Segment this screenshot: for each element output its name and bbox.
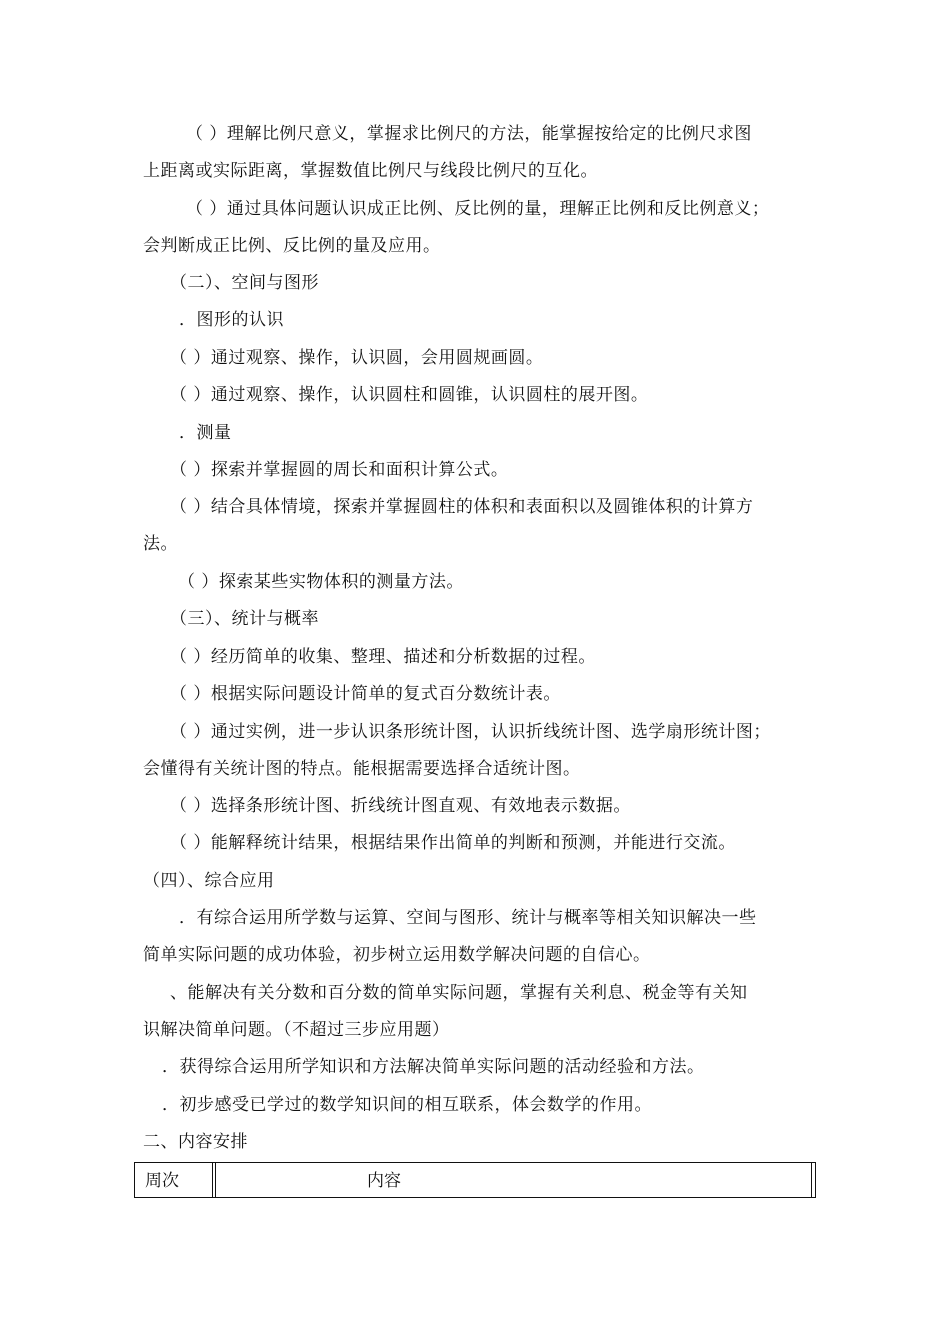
paragraph-line: （ ）理解比例尺意义，掌握求比例尺的方法，能掌握按给定的比例尺求图 — [186, 124, 752, 144]
paragraph-line: （ ）选择条形统计图、折线统计图直观、有效地表示数据。 — [170, 796, 631, 816]
paragraph-line: 识解决简单问题。（不超过三步应用题） — [143, 1020, 450, 1040]
paragraph-line: （ ）探索并掌握圆的周长和面积计算公式。 — [170, 460, 509, 480]
paragraph-line: （ ）通过观察、操作，认识圆，会用圆规画圆。 — [170, 348, 544, 368]
subsection-heading: ．图形的认识 — [179, 310, 284, 330]
column-divider — [212, 1163, 216, 1197]
section-heading: 二、内容安排 — [143, 1132, 248, 1152]
table-header-content: 内容 — [367, 1171, 401, 1191]
section-heading: （四）、综合应用 — [143, 871, 275, 891]
schedule-table — [134, 1162, 816, 1198]
paragraph-line: 简单实际问题的成功体验，初步树立运用数学解决问题的自信心。 — [143, 945, 651, 965]
paragraph-line: （ ）经历简单的收集、整理、描述和分析数据的过程。 — [170, 647, 596, 667]
paragraph-line: （ ）通过具体问题认识成正比例、反比例的量，理解正比例和反比例意义； — [186, 199, 770, 219]
section-heading: （二）、空间与图形 — [170, 273, 319, 293]
paragraph-line: ．有综合运用所学数与运算、空间与图形、统计与概率等相关知识解决一些 — [179, 908, 757, 928]
paragraph-line: 法。 — [143, 534, 178, 554]
paragraph-line: （ ）探索某些实物体积的测量方法。 — [178, 572, 464, 592]
paragraph-line: （ ）通过实例，进一步认识条形统计图，认识折线统计图、选学扇形统计图； — [170, 722, 771, 742]
paragraph-line: ．获得综合运用所学知识和方法解决简单实际问题的活动经验和方法。 — [162, 1057, 705, 1077]
paragraph-line: 会判断成正比例、反比例的量及应用。 — [143, 236, 441, 256]
paragraph-line: ．初步感受已学过的数学知识间的相互联系，体会数学的作用。 — [162, 1095, 652, 1115]
subsection-heading: ．测量 — [179, 423, 232, 443]
section-heading: （三）、统计与概率 — [170, 609, 319, 629]
paragraph-line: （ ）通过观察、操作，认识圆柱和圆锥，认识圆柱的展开图。 — [170, 385, 649, 405]
paragraph-line: 上距离或实际距离，掌握数值比例尺与线段比例尺的互化。 — [143, 161, 598, 181]
paragraph-line: （ ）结合具体情境，探索并掌握圆柱的体积和表面积以及圆锥体积的计算方 — [170, 497, 754, 517]
paragraph-line: 会懂得有关统计图的特点。能根据需要选择合适统计图。 — [143, 759, 581, 779]
table-header-week: 周次 — [145, 1171, 179, 1191]
paragraph-line: 、能解决有关分数和百分数的简单实际问题，掌握有关利息、税金等有关知 — [170, 983, 748, 1003]
paragraph-line: （ ）根据实际问题设计简单的复式百分数统计表。 — [170, 684, 561, 704]
paragraph-line: （ ）能解释统计结果，根据结果作出简单的判断和预测，并能进行交流。 — [170, 833, 736, 853]
